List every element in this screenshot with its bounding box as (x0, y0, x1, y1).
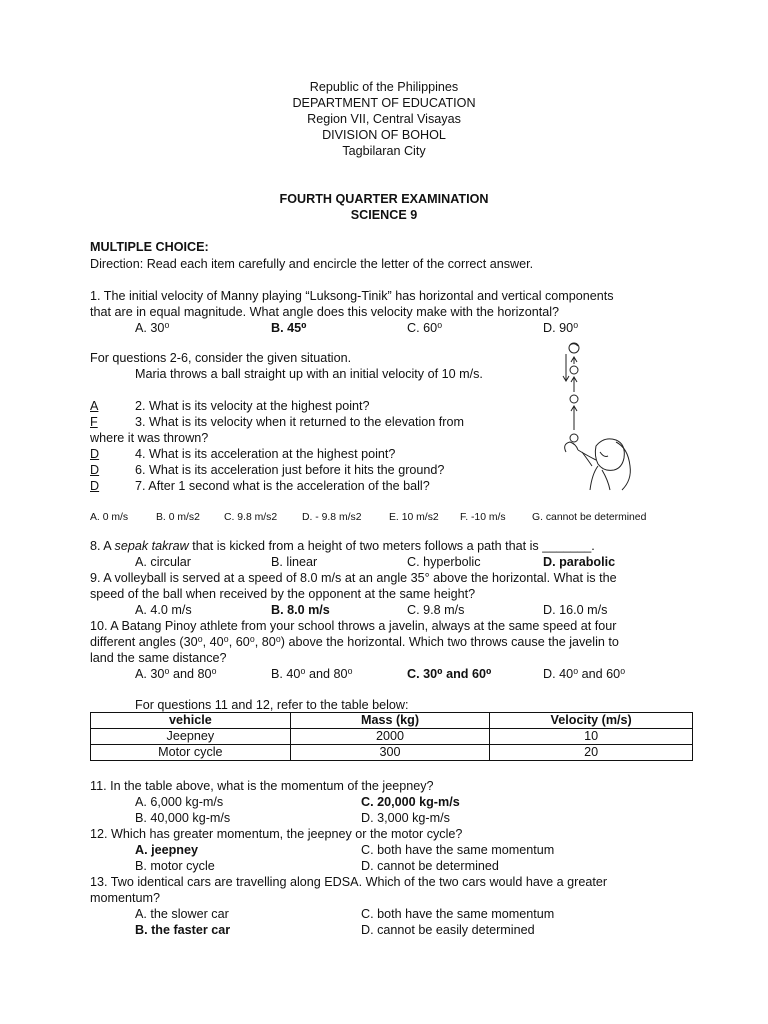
q10-line2: different angles (30⁰, 40⁰, 60⁰, 80⁰) above the horizontal. Which two throws cause the javelin to (90, 635, 619, 649)
table-cell: Motor cycle (91, 745, 291, 761)
q8-option-d[interactable]: D. parabolic (543, 555, 616, 569)
q10-line1: 10. A Batang Pinoy athlete from your school throws a javelin, always at the same speed at four (90, 619, 617, 633)
q10-option-c[interactable]: C. 30⁰ and 60⁰ (407, 667, 492, 681)
q10-option-d[interactable]: D. 40⁰ and 60⁰ (543, 667, 626, 681)
table-cell: 300 (290, 745, 490, 761)
q8-option-a[interactable]: A. circular (135, 555, 191, 569)
q11-option-b[interactable]: B. 40,000 kg-m/s (135, 811, 231, 825)
section-label: MULTIPLE CHOICE: (90, 240, 209, 254)
choice-a: A. 0 m/s (90, 512, 129, 523)
q8-text: 8. A sepak takraw that is kicked from a height of two meters follows a path that is _______. (90, 539, 595, 553)
q12-option-d[interactable]: D. cannot be determined (361, 859, 499, 873)
table-row (91, 729, 693, 745)
q11-option-d[interactable]: D. 3,000 kg-m/s (361, 811, 450, 825)
q3-answer: F (90, 415, 98, 429)
q13-line1: 13. Two identical cars are travelling along EDSA. Which of the two cars would have a greater (90, 875, 608, 889)
q9-option-a[interactable]: A. 4.0 m/s (135, 603, 192, 617)
q10-line3: land the same distance? (90, 651, 227, 665)
q11-option-c[interactable]: C. 20,000 kg-m/s (361, 795, 460, 809)
choice-c: C. 9.8 m/s2 (224, 512, 278, 523)
q8-option-c[interactable]: C. hyperbolic (407, 555, 481, 569)
header-department: DEPARTMENT OF EDUCATION (292, 96, 476, 110)
q1-line2: that are in equal magnitude. What angle does this velocity make with the horizontal? (90, 305, 560, 319)
choice-g: G. cannot be determined (532, 512, 647, 523)
q1-option-d[interactable]: D. 90⁰ (543, 321, 579, 335)
q12-option-a[interactable]: A. jeepney (135, 843, 198, 857)
q2-answer: A (90, 399, 99, 413)
choice-e: E. 10 m/s2 (389, 512, 439, 523)
q3-continuation: where it was thrown? (90, 431, 209, 445)
q9-option-b[interactable]: B. 8.0 m/s (271, 603, 330, 617)
q11-option-a[interactable]: A. 6,000 kg-m/s (135, 795, 224, 809)
table-header-mass: Mass (kg) (290, 713, 490, 729)
table-cell: 10 (490, 729, 693, 745)
q9-line2: speed of the ball when received by the opponent at the same height? (90, 587, 476, 601)
exam-subject: SCIENCE 9 (350, 208, 418, 222)
q13-option-d[interactable]: D. cannot be easily determined (361, 923, 535, 937)
choice-d: D. - 9.8 m/s2 (302, 512, 362, 523)
situation-intro: For questions 2-6, consider the given situation. (90, 351, 352, 365)
table-header-row (91, 713, 693, 729)
q13-option-b[interactable]: B. the faster car (135, 923, 231, 937)
table-cell: 2000 (290, 729, 490, 745)
vehicle-table (90, 712, 693, 761)
q13-option-c[interactable]: C. both have the same momentum (361, 907, 555, 921)
q3-text: 3. What is its velocity when it returned to the elevation from (135, 415, 464, 429)
exam-title: FOURTH QUARTER EXAMINATION (279, 192, 489, 206)
table-intro: For questions 11 and 12, refer to the table below: (135, 698, 409, 712)
header-region: Region VII, Central Visayas (307, 112, 461, 126)
header-republic: Republic of the Philippines (309, 80, 459, 94)
q8-option-b[interactable]: B. linear (271, 555, 318, 569)
header-city: Tagbilaran City (342, 144, 426, 158)
q8-italic-term: sepak takraw (114, 539, 189, 553)
q4-answer: D (90, 447, 100, 461)
header-division: DIVISION OF BOHOL (322, 128, 446, 142)
q1-option-c[interactable]: C. 60⁰ (407, 321, 443, 335)
q10-option-a[interactable]: A. 30⁰ and 80⁰ (135, 667, 217, 681)
table-header-vehicle: vehicle (91, 713, 291, 729)
q12-option-b[interactable]: B. motor cycle (135, 859, 215, 873)
q9-option-d[interactable]: D. 16.0 m/s (543, 603, 608, 617)
q13-line2: momentum? (90, 891, 160, 905)
q13-option-a[interactable]: A. the slower car (135, 907, 229, 921)
q4-text: 4. What is its acceleration at the highest point? (135, 447, 396, 461)
q11-text: 11. In the table above, what is the momentum of the jeepney? (90, 779, 434, 793)
q7-answer: D (90, 479, 100, 493)
table-cell: 20 (490, 745, 693, 761)
q6-answer: D (90, 463, 100, 477)
q6-text: 6. What is its acceleration just before it hits the ground? (135, 463, 445, 477)
table-header-velocity: Velocity (m/s) (490, 713, 693, 729)
table-row (91, 745, 693, 761)
choice-b: B. 0 m/s2 (156, 512, 200, 523)
q10-option-b[interactable]: B. 40⁰ and 80⁰ (271, 667, 353, 681)
q9-option-c[interactable]: C. 9.8 m/s (407, 603, 465, 617)
situation-text: Maria throws a ball straight up with an initial velocity of 10 m/s. (135, 367, 483, 381)
q7-text: 7. After 1 second what is the acceleration of the ball? (135, 479, 430, 493)
q1-line1: 1. The initial velocity of Manny playing “Luksong-Tinik” has horizontal and vertical components (90, 289, 614, 303)
q1-option-a[interactable]: A. 30⁰ (135, 321, 170, 335)
q12-text: 12. Which has greater momentum, the jeepney or the motor cycle? (90, 827, 463, 841)
choice-f: F. -10 m/s (460, 512, 506, 523)
section-direction: Direction: Read each item carefully and encircle the letter of the correct answer. (90, 257, 534, 271)
girl-throwing-ball-illustration (552, 340, 634, 492)
q9-line1: 9. A volleyball is served at a speed of 8.0 m/s at an angle 35° above the horizontal. What is the (90, 571, 617, 585)
q2-text: 2. What is its velocity at the highest point? (135, 399, 370, 413)
q12-option-c[interactable]: C. both have the same momentum (361, 843, 555, 857)
table-cell: Jeepney (91, 729, 291, 745)
q1-option-b[interactable]: B. 45⁰ (271, 321, 307, 335)
